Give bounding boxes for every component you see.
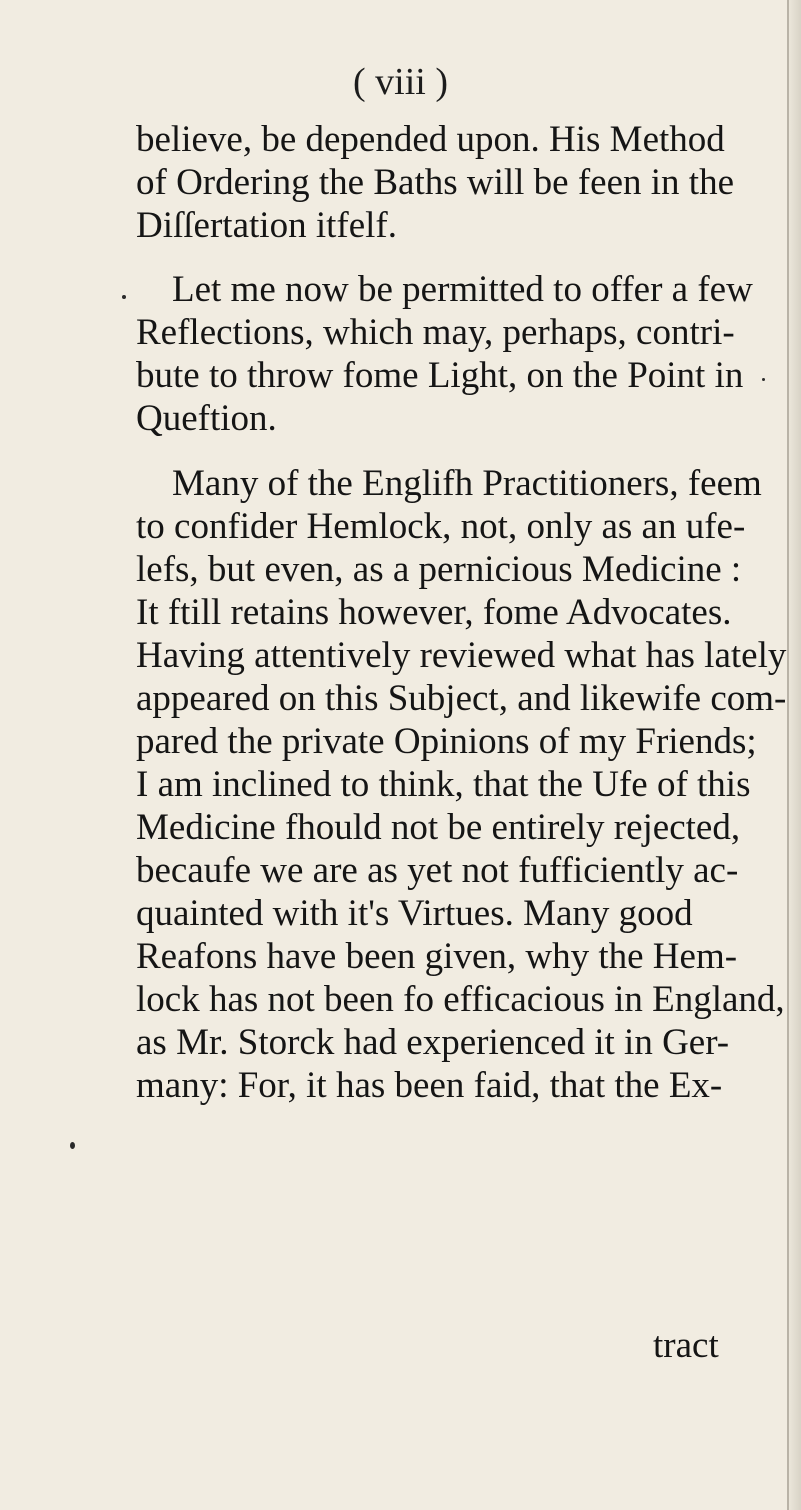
text-line: many: For, it has been faid, that the Ex- <box>136 1065 723 1106</box>
page-edge <box>787 0 801 1510</box>
text-line: Many of the Englifh Practitioners, feem <box>172 463 762 504</box>
text-line: becaufe we are as yet not fufficiently ac- <box>136 850 739 891</box>
text-line: Having attentively reviewed what has lately <box>136 635 787 676</box>
paragraph-3 <box>0 462 786 1107</box>
text-line: appeared on this Subject, and likewife com- <box>136 678 787 719</box>
text-line: of Ordering the Baths will be feen in the <box>136 162 734 203</box>
text-line: Reafons have been given, why the Hem- <box>136 936 738 977</box>
paragraph-2 <box>0 268 753 440</box>
text-line: Medicine fhould not be entirely rejected, <box>136 807 741 848</box>
text-line: I am inclined to think, that the Ufe of this <box>136 764 751 805</box>
text-line: Diſſertation itfelf. <box>136 205 397 246</box>
text-line: as Mr. Storck had experienced it in Ger- <box>136 1022 730 1063</box>
scan-speck <box>70 1142 75 1149</box>
text-line: lefs, but even, as a pernicious Medicine : <box>136 549 742 590</box>
text-line: Reflections, which may, perhaps, contri- <box>136 312 735 353</box>
page-number-header: ( viii ) <box>353 61 448 103</box>
paragraph-1 <box>0 118 734 247</box>
text-line: to confider Hemlock, not, only as an ufe- <box>136 506 746 547</box>
text-line: bute to throw fome Light, on the Point in <box>136 355 744 396</box>
catchword: tract <box>653 1325 719 1366</box>
text-line: believe, be depended upon. His Method <box>136 119 725 160</box>
text-line: lock has not been fo efficacious in England, <box>136 979 785 1020</box>
text-line: Let me now be permitted to offer a few <box>172 269 753 310</box>
text-line: Queftion. <box>136 398 277 439</box>
text-line: pared the private Opinions of my Friends; <box>136 721 757 762</box>
scan-speck <box>762 378 765 381</box>
scan-speck <box>122 295 126 299</box>
text-line: It ftill retains however, fome Advocates. <box>136 592 732 633</box>
text-line: quainted with it's Virtues. Many good <box>136 893 693 934</box>
